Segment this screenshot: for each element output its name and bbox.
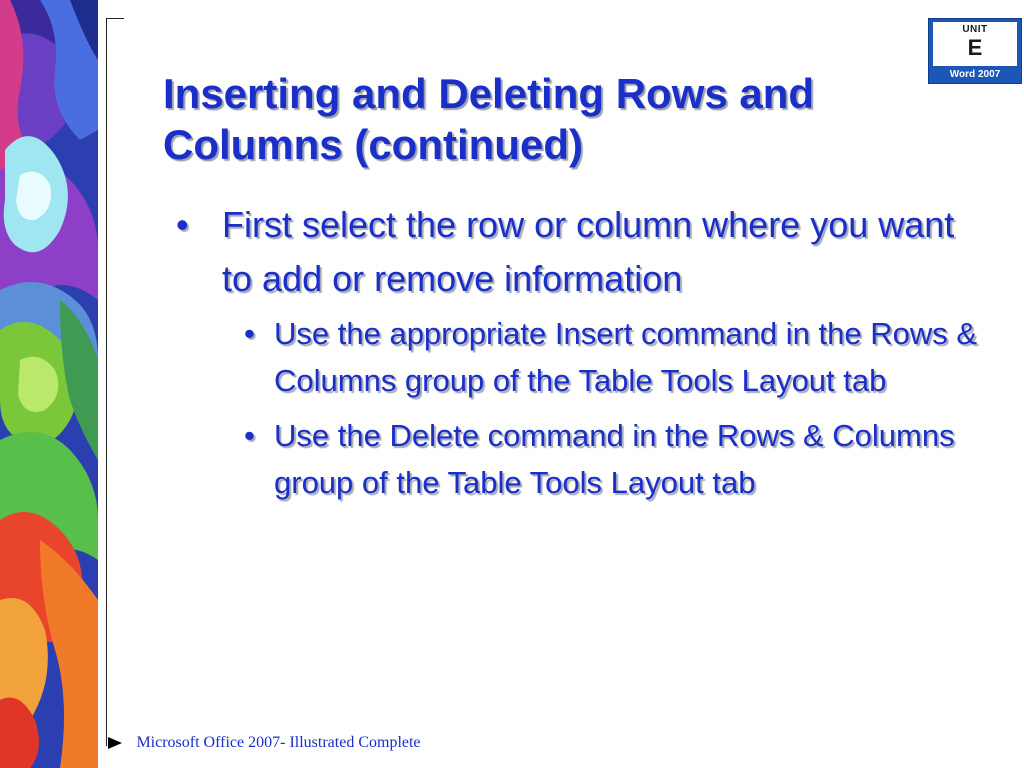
unit-badge-panel [933,22,1017,66]
footer [108,734,421,754]
vertical-divider-line [106,18,107,746]
sub-bullet-text: Use the Delete command in the Rows & Columns group of the Table Tools Layout tab [274,418,955,500]
sub-bullet-item [222,412,980,506]
unit-letter: E [967,35,983,60]
sub-bullet-item [222,310,980,404]
right-triangle-icon [108,737,122,749]
slide-title: Inserting and Deleting Rows and Columns (continued) [163,70,815,168]
sub-bullet-list [222,310,980,506]
sub-bullet-marker: • [244,316,255,351]
bullet-marker: • [176,204,189,245]
unit-badge [928,18,1022,84]
footer-text: Microsoft Office 2007- Illustrated Complete [136,734,421,751]
unit-label: UNIT [962,24,988,35]
abstract-paint-illustration [0,0,98,768]
bullet-text: First select the row or column where you want to add or remove information [222,204,955,299]
sub-bullet-text: Use the appropriate Insert command in the Rows & Columns group of the Table Tools Layout tab [274,316,978,398]
divider-top-tick [106,18,124,19]
bullet-list [170,198,980,514]
unit-product-label: Word 2007 [949,69,1001,80]
sub-bullet-marker: • [244,418,255,453]
bullet-item [170,198,980,506]
decorative-art-strip [0,0,98,768]
